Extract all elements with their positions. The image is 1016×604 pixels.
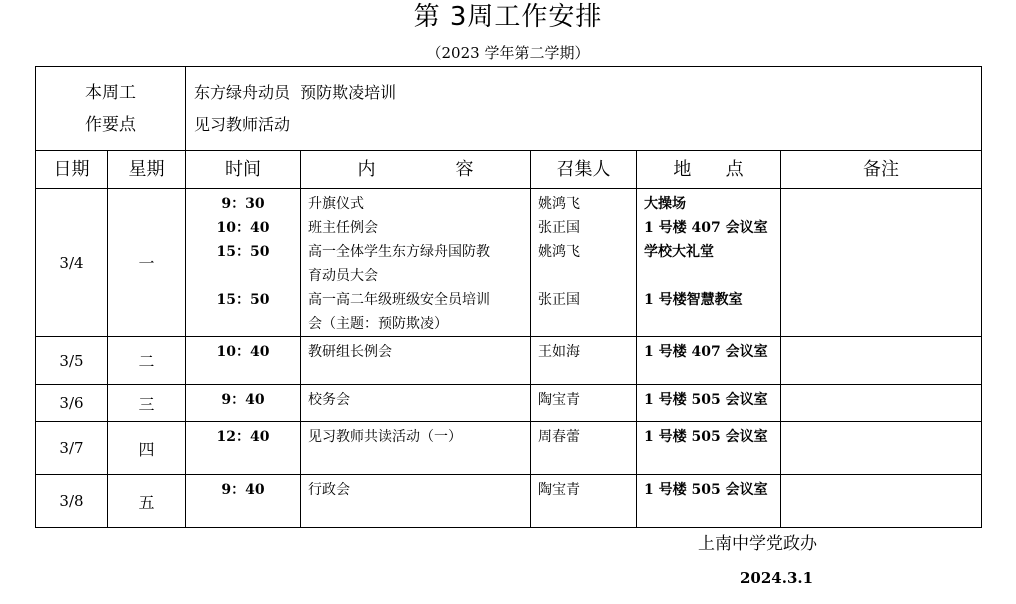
- time-entry: 15：50: [216, 244, 270, 260]
- convener-cell: [531, 337, 637, 385]
- content-entry: 见习教师共读活动（一）: [308, 429, 462, 445]
- content-entry: 行政会: [308, 482, 350, 498]
- location-cell: [637, 189, 781, 337]
- focus-item: 东方绿舟动员 预防欺凌培训: [194, 82, 397, 102]
- weekly-focus-content: [186, 67, 982, 151]
- convener-entry: 周春蕾: [538, 429, 580, 445]
- time-cell: [186, 337, 301, 385]
- time-entry: 10：40: [216, 220, 270, 236]
- time-entry: 9：40: [221, 392, 265, 408]
- content-cell: [301, 385, 531, 422]
- weekly-focus-row: [36, 67, 982, 151]
- remarks-cell: [781, 475, 982, 528]
- header-location: 地 点: [637, 151, 781, 189]
- focus-label-line: 作要点: [85, 114, 136, 135]
- content-entry: 会（主题：预防欺凌）: [308, 316, 448, 332]
- semester-subtitle: （2023 学年第二学期）: [426, 44, 590, 62]
- header-convener: 召集人: [531, 151, 637, 189]
- location-entry: 学校大礼堂: [644, 244, 714, 260]
- content-entry: 育动员大会: [308, 268, 378, 284]
- day-row-thursday: [36, 422, 982, 475]
- location-entry: 1 号楼 407 会议室: [644, 344, 768, 360]
- time-cell: [186, 422, 301, 475]
- time-entry: 9：30: [221, 196, 265, 212]
- issue-date: 2024.3.1: [740, 569, 814, 587]
- location-entry: 1 号楼 407 会议室: [644, 220, 768, 236]
- weekday-cell: 一: [108, 189, 186, 337]
- content-cell: [301, 475, 531, 528]
- date-cell: 3/7: [36, 422, 108, 475]
- content-cell: [301, 422, 531, 475]
- location-cell: [637, 337, 781, 385]
- header-content: 内 容: [301, 151, 531, 189]
- location-cell: [637, 385, 781, 422]
- convener-cell: [531, 385, 637, 422]
- date-cell: 3/8: [36, 475, 108, 528]
- focus-label-line: 本周工: [85, 82, 136, 103]
- remarks-cell: [781, 422, 982, 475]
- location-entry: 1 号楼 505 会议室: [644, 482, 768, 498]
- line-gap: [186, 264, 300, 288]
- weekday-cell: 二: [108, 337, 186, 385]
- location-cell: [637, 422, 781, 475]
- header-date: 日期: [36, 151, 108, 189]
- location-entry: 大操场: [644, 196, 686, 212]
- content-entry: 高一高二年级班级安全员培训: [308, 292, 490, 308]
- time-entry: 10：40: [216, 344, 270, 360]
- convener-cell: [531, 189, 637, 337]
- weekly-focus-label: [36, 67, 186, 151]
- weekday-cell: 五: [108, 475, 186, 528]
- date-cell: 3/6: [36, 385, 108, 422]
- time-cell: [186, 475, 301, 528]
- time-entry: 12：40: [216, 429, 270, 445]
- content-entry: 升旗仪式: [308, 196, 364, 212]
- day-row-friday: [36, 475, 982, 528]
- line-gap: [531, 264, 636, 288]
- convener-entry: 姚鸿飞: [538, 196, 580, 212]
- location-entry: 1 号楼智慧教室: [644, 292, 743, 308]
- convener-entry: 张正国: [538, 220, 580, 236]
- convener-entry: 陶宝青: [538, 392, 580, 408]
- convener-entry: 王如海: [538, 344, 580, 360]
- focus-item: 见习教师活动: [194, 114, 291, 134]
- time-cell: [186, 385, 301, 422]
- content-entry: 高一全体学生东方绿舟国防教: [308, 244, 490, 260]
- content-entry: 校务会: [308, 392, 350, 408]
- convener-cell: [531, 422, 637, 475]
- location-entry: 1 号楼 505 会议室: [644, 429, 768, 445]
- convener-cell: [531, 475, 637, 528]
- header-remarks: 备注: [781, 151, 982, 189]
- header-time: 时间: [186, 151, 301, 189]
- schedule-table: [35, 66, 982, 528]
- content-entry: 教研组长例会: [308, 344, 392, 360]
- convener-entry: 姚鸿飞: [538, 244, 580, 260]
- convener-entry: 陶宝青: [538, 482, 580, 498]
- remarks-cell: [781, 385, 982, 422]
- issuing-office: 上南中学党政办: [698, 534, 817, 554]
- content-cell: [301, 337, 531, 385]
- location-entry: 1 号楼 505 会议室: [644, 392, 768, 408]
- content-cell: [301, 189, 531, 337]
- remarks-cell: [781, 337, 982, 385]
- location-cell: [637, 475, 781, 528]
- time-cell: [186, 189, 301, 337]
- page-title: 第 3周工作安排: [413, 2, 603, 32]
- day-row-wednesday: [36, 385, 982, 422]
- weekday-cell: 三: [108, 385, 186, 422]
- weekday-cell: 四: [108, 422, 186, 475]
- content-entry: 班主任例会: [308, 220, 378, 236]
- line-gap: [637, 264, 780, 288]
- header-row: [36, 151, 982, 189]
- day-row-tuesday: [36, 337, 982, 385]
- convener-entry: 张正国: [538, 292, 580, 308]
- remarks-cell: [781, 189, 982, 337]
- time-entry: 9：40: [221, 482, 265, 498]
- day-row-monday: [36, 189, 982, 337]
- date-cell: 3/4: [36, 189, 108, 337]
- header-weekday: 星期: [108, 151, 186, 189]
- date-cell: 3/5: [36, 337, 108, 385]
- time-entry: 15：50: [216, 292, 270, 308]
